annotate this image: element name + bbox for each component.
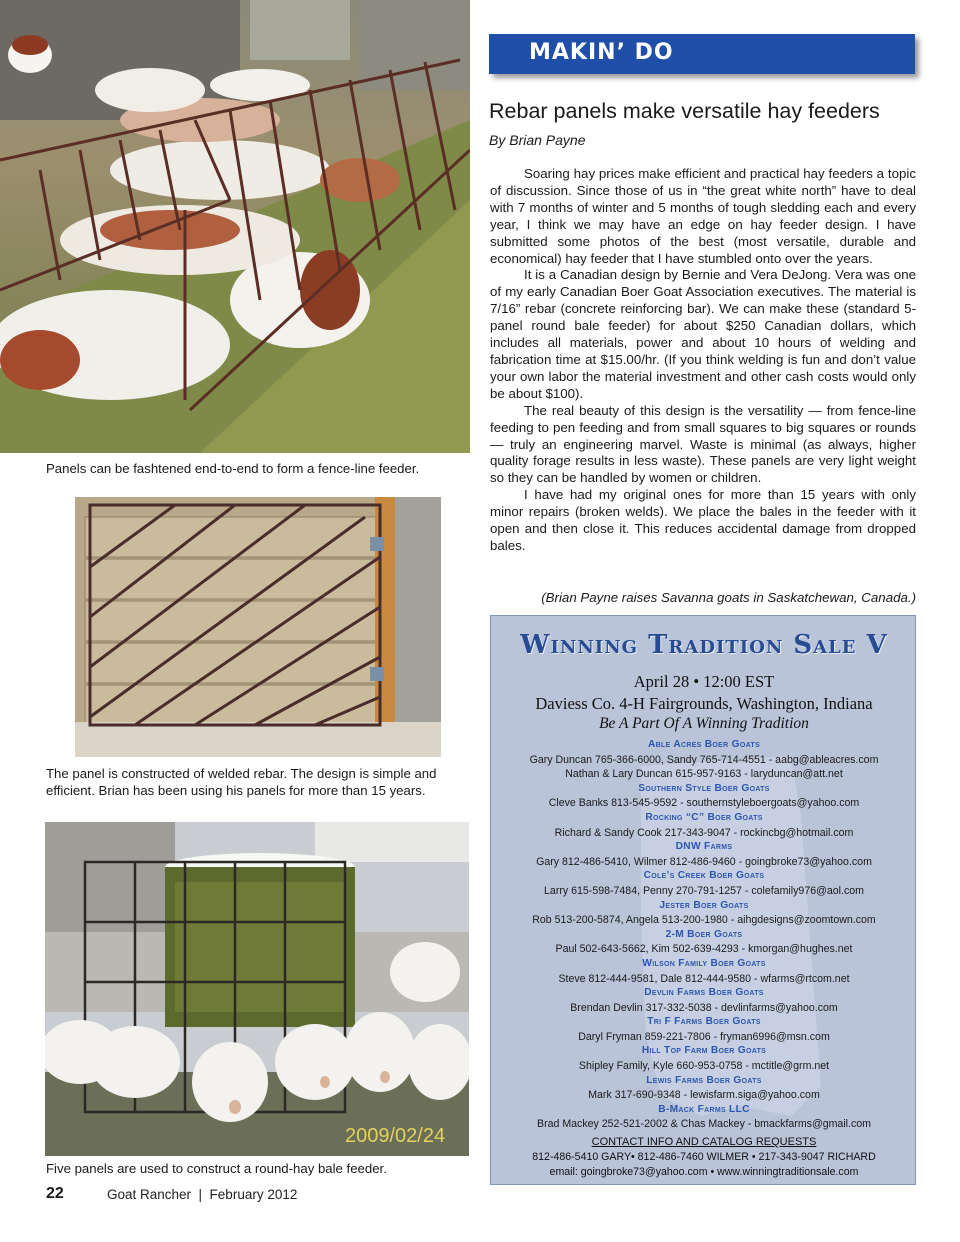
footer-publication: Goat Rancher | February 2012 [107, 1187, 298, 1202]
farm-name: Rocking “C” Boer Goats [645, 811, 763, 823]
article-paragraph: I have had my original ones for more than 15 years with only minor repairs (broken welds). We place the bales in the feeder with it open and then close it. This reduces accidental damage from dropped bales. [490, 487, 916, 553]
farm-name: Jester Boer Goats [659, 899, 749, 911]
farm-name: 2-M Boer Goats [665, 928, 743, 940]
farm-contact: Paul 502-643-5662, Kim 502-639-4293 - kmorgan@hughes.net [555, 943, 853, 956]
section-banner [489, 34, 915, 74]
farm-contact: Steve 812-444-9581, Dale 812-444-9580 - wfarms@rtcom.net [558, 972, 850, 985]
farm-name: Southern Style Boer Goats [638, 782, 770, 794]
farm-contact: Gary 812-486-5410, Wilmer 812-486-9460 - goingbroke73@yahoo.com [536, 855, 872, 868]
ad-venue: Daviess Co. 4-H Fairgrounds, Washington, Indiana [535, 694, 873, 713]
article-body [490, 166, 916, 555]
farm-contact: Cleve Banks 813-545-9592 - southernstyleboergoats@yahoo.com [548, 797, 860, 810]
article-paragraph: It is a Canadian design by Bernie and Vera DeJong. Vera was one of my early Canadian Boer Goat Association executives. The material is 7/16” rebar (concrete reinforcing bar). We can make these (standard 5-panel round bale feeder) for about $250 Canadian dollars, which includes all materials, power and about 10 hours of welding and fabrication time at $15.00/hr. (If you think welding is fun and don’t value your own labor the material investment and other cash costs would only be about $100). [490, 267, 916, 401]
page-number: 22 [46, 1185, 64, 1202]
farm-name: Lewis Farms Boer Goats [646, 1074, 762, 1086]
farm-name: Able Acres Boer Goats [648, 739, 760, 750]
photo3-caption: Five panels are used to construct a round-hay bale feeder. [46, 1161, 387, 1176]
farm-name: B-Mack Farms LLC [658, 1103, 750, 1115]
farm-name: Cole’s Creek Boer Goats [643, 870, 765, 882]
ad-contact-heading: CONTACT INFO AND CATALOG REQUESTS [591, 1136, 817, 1148]
farm-contact: Daryl Fryman 859-221-7806 - fryman6996@msn.com [578, 1030, 830, 1043]
farm-contact: Gary Duncan 765-366-6000, Sandy 765-714-4551 - aabg@ableacres.com [529, 753, 879, 766]
photo1-caption: Panels can be fashtened end-to-end to form a fence-line feeder. [46, 461, 420, 476]
article-byline: By Brian Payne [489, 132, 586, 148]
farm-contact: Brad Mackey 252-521-2002 & Chas Mackey - bmackfarms@gmail.com [537, 1118, 871, 1131]
farm-contact: Mark 317-690-9348 - lewisfarm.siga@yahoo.com [588, 1089, 820, 1102]
article-title: Rebar panels make versatile hay feeders [489, 99, 880, 123]
farm-name: DNW Farms [675, 841, 733, 853]
farm-name: Wilson Family Boer Goats [642, 957, 766, 969]
photo2-caption: The panel is constructed of welded rebar. The design is simple and efficient. Brian has been using his panels for more than 15 years. [46, 766, 437, 798]
farm-contact: Rob 513-200-5874, Angela 513-200-1980 - aihgdesigns@zoomtown.com [532, 914, 876, 927]
author-note: (Brian Payne raises Savanna goats in Saskatchewan, Canada.) [541, 590, 916, 605]
sale-advertisement [490, 615, 916, 1185]
farm-contact: Shipley Family, Kyle 660-953-0758 - mctitle@grm.net [578, 1060, 830, 1073]
photo-round-bale-feeder [45, 822, 469, 1156]
farm-name: Hill Top Farm Boer Goats [641, 1045, 767, 1057]
farm-contact: Richard & Sandy Cook 217-343-9047 - rockincbg@hotmail.com [554, 826, 854, 839]
farm-list [491, 738, 916, 1132]
farm-name: Tri F Farms Boer Goats [647, 1016, 761, 1028]
ad-contact-phones: 812-486-5410 GARY• 812-486-7460 WILMER • 217-343-9047 RICHARD [532, 1151, 876, 1163]
photo-fence-line-feeder [0, 0, 470, 453]
ad-contact-email: email: goingbroke73@yahoo.com • www.winningtraditionsale.com [549, 1166, 859, 1178]
ad-title: Winning Tradition Sale V [520, 630, 888, 660]
farm-name: Devlin Farms Boer Goats [644, 987, 764, 999]
article-paragraph: Soaring hay prices make efficient and practical hay feeders a topic of discussion. Since those of us in “the great white north” have to deal with 7 months of winter and 5 months of tough sledding each and every year, I think we may have an edge on hay feeder design. I have submitted some photos of the best (most versatile, durable and economical) hay feeder that I have stumbled onto over the years. [490, 166, 916, 266]
article-paragraph: The real beauty of this design is the versatility — from fence-line feeding to pen feeding and from small squares to big squares or rounds — truly an engineering marvel. Waste is minimal (as always, higher quality forage results in less waste). These panels are very light weight so they can be handled by women or children. [490, 402, 916, 486]
farm-contact: Larry 615-598-7484, Penny 270-791-1257 - colefamily976@aol.com [544, 884, 864, 897]
section-title: MAKIN’ DO [529, 40, 674, 65]
ad-date: April 28 • 12:00 EST [633, 672, 775, 691]
farm-contact: Brendan Devlin 317-332-5038 - devlinfarms@yahoo.com [570, 1001, 838, 1014]
photo-rebar-panel [75, 497, 441, 757]
farm-contact: Nathan & Lary Duncan 615-957-9163 - laryduncan@att.net [565, 768, 843, 781]
ad-tagline: Be A Part Of A Winning Tradition [599, 715, 809, 732]
photo3-timestamp: 2009/02/24 [345, 1125, 446, 1147]
